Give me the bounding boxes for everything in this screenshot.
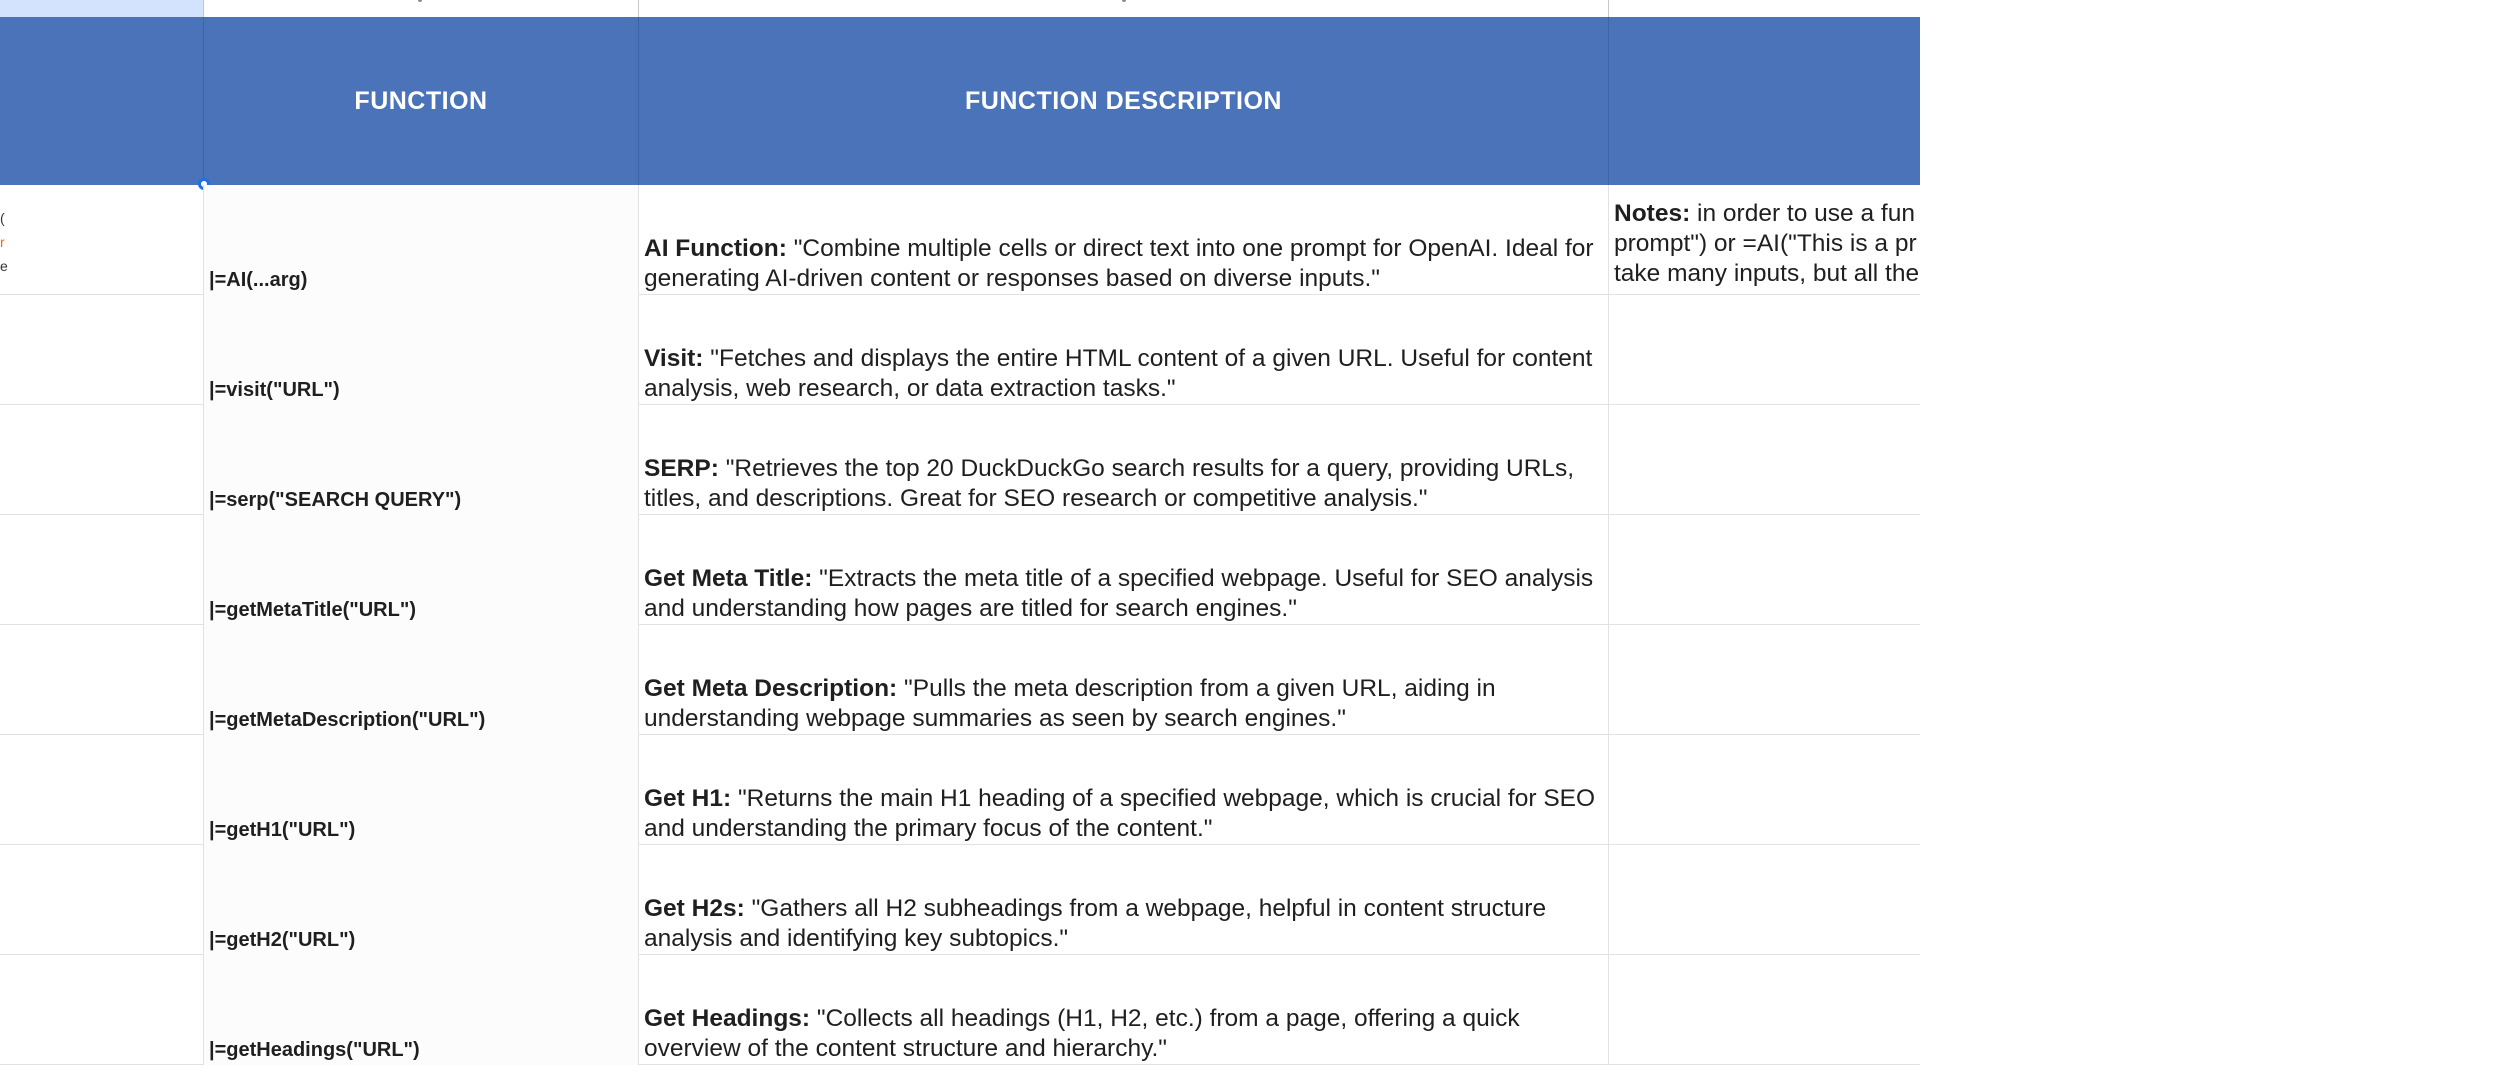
header-cell-function[interactable] <box>204 17 638 185</box>
description-body: "Combine multiple cells or direct text into one prompt for OpenAI. Ideal for generating AI-driven content or responses based on diverse inputs." <box>644 235 1594 292</box>
notes-text <box>1614 199 2514 289</box>
description-title: Get Meta Title: <box>644 565 813 592</box>
description-body: "Returns the main H1 heading of a specified webpage, which is crucial for SEO and understanding the primary focus of the content." <box>644 785 1596 842</box>
description-title: Get H1: <box>644 785 732 812</box>
description-cell[interactable] <box>639 845 1609 955</box>
description-cell[interactable] <box>639 735 1609 845</box>
notes-cell[interactable] <box>1609 405 1920 515</box>
column-header-fragment <box>418 0 422 2</box>
notes-cell[interactable] <box>1609 185 1920 295</box>
description-cell[interactable] <box>639 625 1609 735</box>
function-description <box>644 674 1604 734</box>
description-title: Get H2s: <box>644 895 745 922</box>
notes-cell[interactable] <box>1609 845 1920 955</box>
cell[interactable] <box>0 735 204 845</box>
function-cell[interactable] <box>204 185 639 295</box>
cell[interactable] <box>0 405 204 515</box>
clipped-glyph: e <box>0 258 8 274</box>
header-divider <box>1608 17 1609 185</box>
cell[interactable] <box>0 845 204 955</box>
function-description <box>644 894 1604 954</box>
notes-line: in order to use a fun <box>1690 200 1915 227</box>
function-cell[interactable] <box>204 515 639 625</box>
header-description-label: FUNCTION DESCRIPTION <box>965 86 1282 115</box>
description-body: "Collects all headings (H1, H2, etc.) from a page, offering a quick overview of the content structure and hierarchy." <box>644 1005 1520 1062</box>
column-header-strip <box>0 0 1920 18</box>
table-row <box>0 735 1920 845</box>
function-formula: |=serp("SEARCH QUERY") <box>209 489 462 511</box>
description-title: SERP: <box>644 455 719 482</box>
notes-cell[interactable] <box>1609 515 1920 625</box>
description-body: "Fetches and displays the entire HTML content of a given URL. Useful for content analysis, web research, or data extraction tasks." <box>644 345 1593 402</box>
table-row <box>0 295 1920 405</box>
function-cell[interactable] <box>204 405 639 515</box>
table-row <box>0 625 1920 735</box>
function-formula: |=getH2("URL") <box>209 929 356 951</box>
table-row <box>0 845 1920 955</box>
function-cell[interactable] <box>204 955 639 1065</box>
description-cell[interactable] <box>639 955 1609 1065</box>
column-divider[interactable] <box>203 0 204 17</box>
function-formula: |=getMetaDescription("URL") <box>209 709 486 731</box>
description-title: Visit: <box>644 345 704 372</box>
notes-line: prompt") or =AI("This is a pr <box>1614 230 1917 257</box>
notes-label: Notes: <box>1614 200 1691 227</box>
clipped-glyph: ( <box>0 210 5 226</box>
function-description <box>644 234 1604 294</box>
header-cell-description[interactable] <box>639 17 1608 185</box>
notes-cell[interactable] <box>1609 625 1920 735</box>
function-cell[interactable] <box>204 845 639 955</box>
column-divider[interactable] <box>1608 0 1609 17</box>
header-function-label: FUNCTION <box>354 86 488 115</box>
function-description <box>644 344 1604 404</box>
description-cell[interactable] <box>639 185 1609 295</box>
description-cell[interactable] <box>639 405 1609 515</box>
clipped-glyph: r <box>0 234 5 250</box>
function-description <box>644 784 1604 844</box>
function-cell[interactable] <box>204 735 639 845</box>
table-row <box>0 185 1920 295</box>
column-header-fragment <box>1122 0 1126 2</box>
notes-cell[interactable] <box>1609 955 1920 1065</box>
description-body: "Retrieves the top 20 DuckDuckGo search results for a query, providing URLs, titles, and descriptions. Great for SEO research or competitive analysis." <box>644 455 1575 512</box>
cell[interactable] <box>0 515 204 625</box>
function-formula: |=getHeadings("URL") <box>209 1039 420 1061</box>
function-description <box>644 454 1604 514</box>
description-body: "Pulls the meta description from a given URL, aiding in understanding webpage summaries as seen by search engines." <box>644 675 1496 732</box>
table-row <box>0 955 1920 1065</box>
cell[interactable] <box>0 185 204 295</box>
cell[interactable] <box>0 295 204 405</box>
description-body: "Extracts the meta title of a specified webpage. Useful for SEO analysis and understanding how pages are titled for search engines." <box>644 565 1594 622</box>
table-body <box>0 185 1920 1065</box>
description-title: Get Meta Description: <box>644 675 898 702</box>
column-divider[interactable] <box>638 0 639 17</box>
table-row <box>0 515 1920 625</box>
column-a-header[interactable] <box>0 0 203 17</box>
function-cell[interactable] <box>204 295 639 405</box>
notes-line: take many inputs, but all the <box>1614 260 1920 287</box>
notes-cell[interactable] <box>1609 295 1920 405</box>
function-formula: |=getH1("URL") <box>209 819 356 841</box>
function-description <box>644 564 1604 624</box>
function-description <box>644 1004 1604 1064</box>
description-cell[interactable] <box>639 295 1609 405</box>
description-cell[interactable] <box>639 515 1609 625</box>
table-header-row <box>0 17 1920 185</box>
function-formula: |=getMetaTitle("URL") <box>209 599 416 621</box>
function-formula: |=visit("URL") <box>209 379 340 401</box>
cell[interactable] <box>0 625 204 735</box>
table-row <box>0 405 1920 515</box>
notes-cell[interactable] <box>1609 735 1920 845</box>
cell[interactable] <box>0 955 204 1065</box>
function-cell[interactable] <box>204 625 639 735</box>
description-title: Get Headings: <box>644 1005 811 1032</box>
description-title: AI Function: <box>644 235 787 262</box>
function-formula: |=AI(...arg) <box>209 269 308 291</box>
description-body: "Gathers all H2 subheadings from a webpage, helpful in content structure analysis and identifying key subtopics." <box>644 895 1547 952</box>
